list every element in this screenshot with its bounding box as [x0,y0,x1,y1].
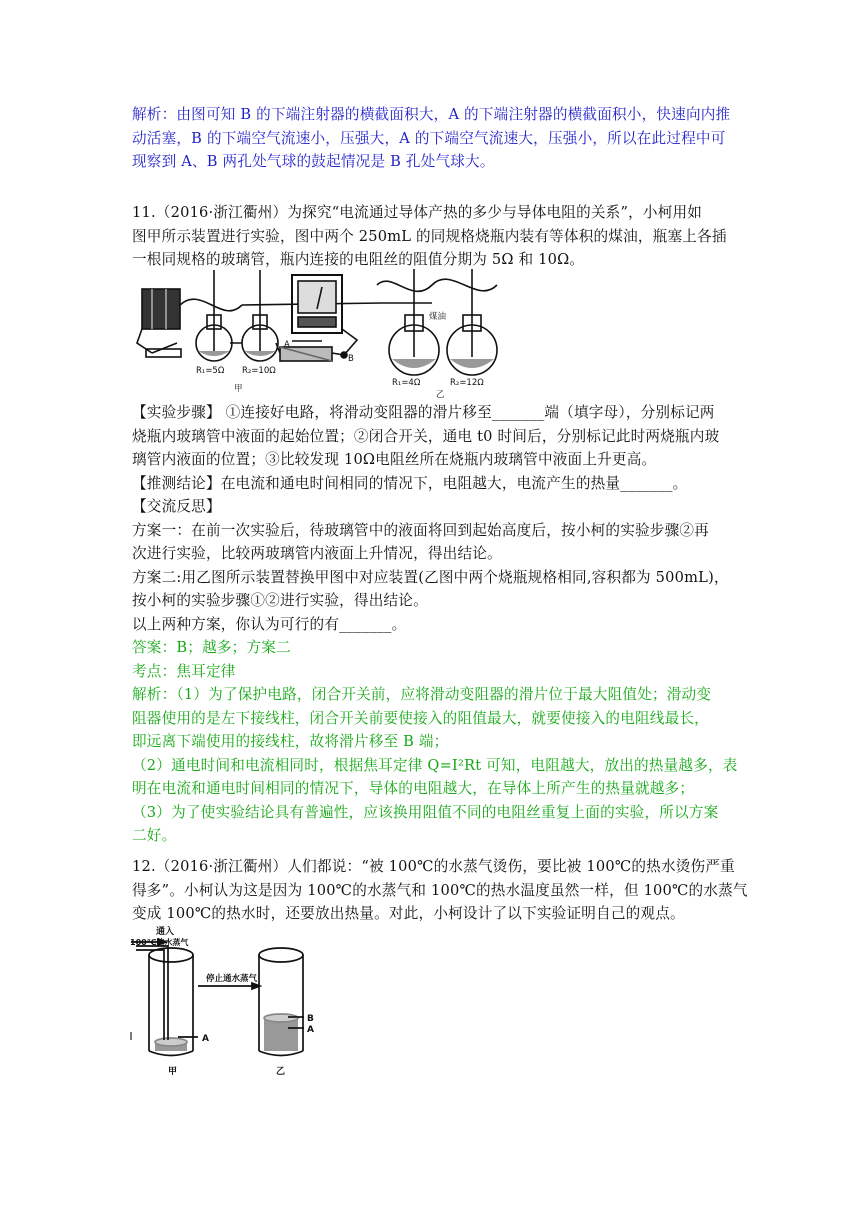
text-line: 二好。 [132,827,177,844]
b-label: B [348,354,354,364]
inlet-label: 通入 [156,927,175,937]
text-line: 答案：B；越多；方案二 [132,639,291,656]
text-line: 明在电流和通电时间相同的情况下，导体的电阻越大，在导体上所产生的热量就越多； [132,780,695,797]
r2-jia-label: R₂=10Ω [242,366,276,376]
a-yi-label: A [307,1025,314,1035]
yi-label: 乙 [276,1067,286,1076]
q11-answer [132,636,737,848]
text-line: 解析：由图可知 B 的下端注射器的横截面积大，A 的下端注射器的横截面积小，快速向内推 [132,106,731,123]
steam-diagram [126,924,336,1076]
circuit-diagram [132,265,502,400]
a-jia-label: A [202,1034,209,1044]
q12-stem [132,855,748,926]
text-line: 【实验步骤】 ①连接好电路，将滑动变阻器的滑片移至_______端（填字母），分别标记两 [132,404,715,421]
r1-jia-label: R₁=5Ω [196,366,225,376]
stop-steam-label: 停止通水蒸气 [206,974,258,984]
steam-label: 100℃的水蒸气 [130,938,189,947]
text-line: 现察到 A、B 两孔处气球的鼓起情况是 B 孔处气球大。 [132,153,495,170]
jia-label: 甲 [168,1067,178,1076]
text-line: 解析：（1）为了保护电路，闭合开关前，应将滑动变阻器的滑片位于最大阻值处；滑动变 [132,686,712,703]
meiyou-label: 煤油 [429,312,447,322]
text-line: 烧瓶内玻璃管中液面的起始位置；②闭合开关，通电 t0 时间后，分别标记此时两烧瓶内玻 [132,427,720,445]
text-line: 次进行实验，比较两玻璃管内液面上升情况，得出结论。 [132,545,502,562]
text-line: 一根同规格的玻璃管，瓶内连接的电阻丝的阻值分期为 5Ω 和 10Ω。 [132,251,585,268]
text-line: 变成 100℃的热水时，还要放出热量。对此，小柯设计了以下实验证明自己的观点。 [132,905,685,922]
text-line: 得多”。小柯认为这是因为 100℃的水蒸气和 100℃的热水温度虽然一样，但 100℃的水蒸气 [132,881,748,899]
text-line: 璃管内液面的位置；③比较发现 10Ω电阻丝所在烧瓶内玻璃管中液面上升更高。 [132,451,657,468]
q12-steam-figure [126,924,336,1076]
text-line: 即远离下端使用的接线柱，故将滑片移至 B 端； [132,733,449,750]
text-line: 考点：焦耳定律 [132,662,236,680]
text-line: 方案二:用乙图所示装置替换甲图中对应装置(乙图中两个烧瓶规格相同,容积都为 500mL)， [132,568,729,586]
jia-label: 甲 [234,384,243,394]
text-line: 方案一：在前一次实验后，待玻璃管中的液面将回到起始高度后，按小柯的实验步骤②再 [132,521,709,539]
b-yi-label: B [307,1014,314,1024]
r1-yi-label: R₁=4Ω [392,378,421,388]
a-label: A [284,340,290,350]
text-line: 动活塞，B 的下端空气流速小，压强大，A 的下端空气流速大，压强小，所以在此过程中可 [132,129,726,147]
text-line: 以上两种方案，你认为可行的有_______。 [132,615,407,633]
q10-analysis [132,103,737,174]
text-line: （3）为了使实验结论具有普遍性，应该换用阻值不同的电阻丝重复上面的实验，所以方案 [132,803,719,821]
r2-yi-label: R₂=12Ω [450,378,484,388]
q11-stem [132,201,737,272]
q11-circuit-figure [132,265,502,400]
text-line: 【推测结论】在电流和通电时间相同的情况下，电阻越大，电流产生的热量_______。 [132,474,688,492]
text-line: 阻器使用的是左下接线柱，闭合开关前要使接入的阻值最大，就要使接入的电阻线最长， [132,709,709,727]
text-line: 图甲所示装置进行实验，图中两个 250mL 的同规格烧瓶内装有等体积的煤油，瓶塞上各插 [132,227,727,245]
yi-label: 乙 [436,390,445,400]
text-line: 12.（2016·浙江衢州）人们都说：“被 100℃的水蒸气烫伤，要比被 100℃的热水烫伤严重 [132,858,735,875]
text-line: 按小柯的实验步骤①②进行实验，得出结论。 [132,592,428,609]
text-line: （2）通电时间和电流相同时，根据焦耳定律 Q=I²Rt 可知，电阻越大，放出的热量越多，表 [132,756,738,774]
q11-body [132,401,737,636]
text-line: 【交流反思】 [132,498,221,515]
text-line: 11.（2016·浙江衢州）为探究“电流通过导体产热的多少与导体电阻的关系”，小柯用如 [132,204,703,221]
